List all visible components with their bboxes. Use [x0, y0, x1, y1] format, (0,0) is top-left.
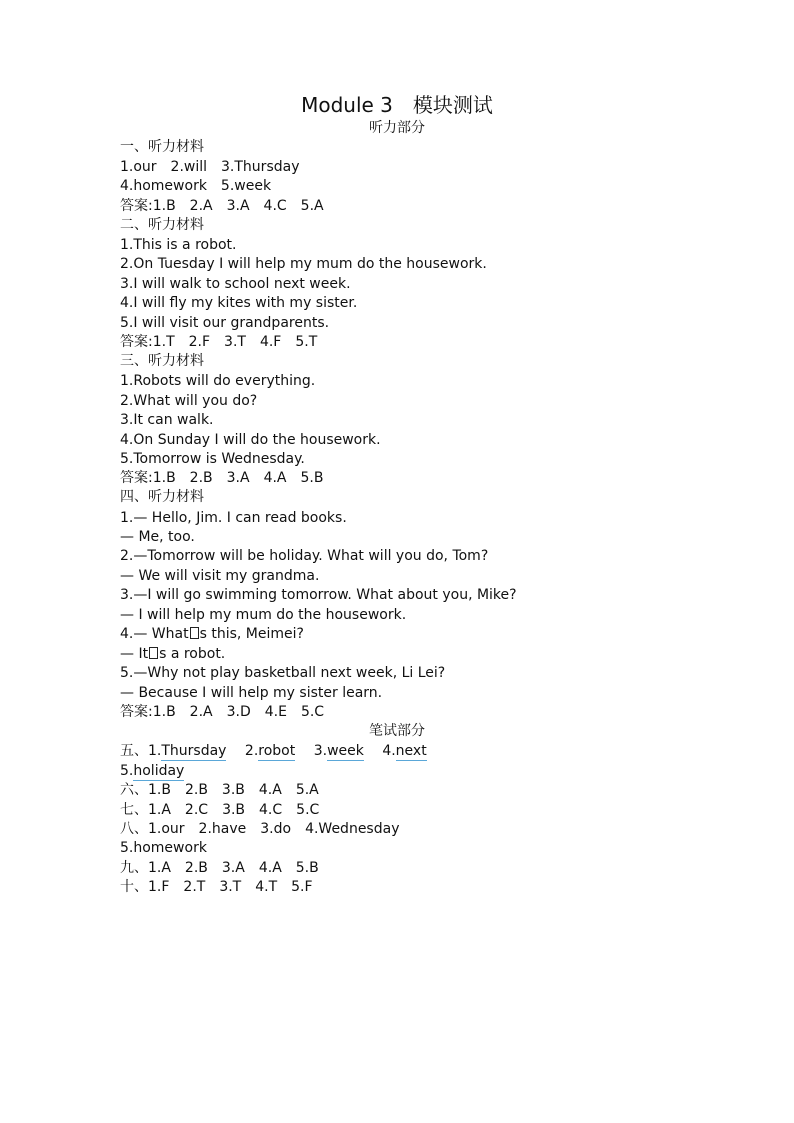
part5-prefix: 五、1. [120, 743, 162, 759]
part4-heading: 四、听力材料 [120, 489, 204, 505]
part4-line-text: s this, Meimei? [199, 626, 304, 642]
part9-answer: 九、1.A 2.B 3.A 4.A 5.B [120, 860, 319, 876]
missing-glyph-box-icon [149, 647, 158, 659]
part4-line: — We will visit my grandma. [120, 568, 320, 584]
part3-line: 1.Robots will do everything. [120, 373, 316, 389]
part3-line: 5.Tomorrow is Wednesday. [120, 451, 305, 467]
part1-heading: 一、听力材料 [120, 139, 204, 155]
part4-line-text: — It [120, 646, 149, 662]
part2-line: 1.This is a robot. [120, 237, 237, 253]
part3-line: 3.It can walk. [120, 412, 214, 428]
part8-answer: 八、1.our 2.have 3.do 4.Wednesday [120, 821, 400, 837]
part4-answer: 答案:1.B 2.A 3.D 4.E 5.C [120, 704, 325, 720]
part4-line: — Because I will help my sister learn. [120, 685, 383, 701]
answer-underlined: holiday [133, 763, 185, 779]
part2-line: 5.I will visit our grandparents. [120, 315, 330, 331]
part3-line: 4.On Sunday I will do the housework. [120, 432, 381, 448]
part4-line: 5.—Why not play basketball next week, Li Lei? [120, 665, 446, 681]
page-title: Module 3 模块测试 [301, 93, 493, 117]
part2-line: 4.I will fly my kites with my sister. [120, 295, 358, 311]
part4-line [120, 645, 225, 663]
answer-underlined: week [327, 743, 364, 759]
part4-line-text: 4.— What [120, 626, 189, 642]
part2-line: 3.I will walk to school next week. [120, 276, 351, 292]
item-number: 3. [313, 743, 328, 759]
item-number: 4. [382, 743, 396, 759]
part3-answer: 答案:1.B 2.B 3.A 4.A 5.B [120, 470, 324, 486]
part1-line: 1.our 2.will 3.Thursday [120, 159, 300, 175]
missing-glyph-box-icon [190, 627, 199, 639]
part4-line-text: s a robot. [159, 646, 226, 662]
answer-underlined: next [395, 743, 427, 759]
part5-line [120, 762, 184, 780]
part7-answer: 七、1.A 2.C 3.B 4.C 5.C [120, 802, 320, 818]
part3-heading: 三、听力材料 [120, 353, 204, 369]
part4-line: 3.—I will go swimming tomorrow. What about you, Mike? [120, 587, 517, 603]
part3-line: 2.What will you do? [120, 393, 258, 409]
item-number: 5. [120, 763, 134, 779]
part2-answer: 答案:1.T 2.F 3.T 4.F 5.T [120, 334, 318, 350]
part5-line [120, 742, 427, 760]
listening-section-heading: 听力部分 [369, 120, 425, 136]
part4-line [120, 625, 304, 643]
answer-underlined: Thursday [161, 743, 227, 759]
part1-line: 4.homework 5.week [120, 178, 272, 194]
part6-answer: 六、1.B 2.B 3.B 4.A 5.A [120, 782, 319, 798]
item-number: 2. [244, 743, 259, 759]
part1-answer: 答案:1.B 2.A 3.A 4.C 5.A [120, 198, 324, 214]
writing-section-heading: 笔试部分 [369, 723, 425, 739]
part4-line: 1.— Hello, Jim. I can read books. [120, 510, 347, 526]
part10-answer: 十、1.F 2.T 3.T 4.T 5.F [120, 879, 313, 895]
part4-line: 2.—Tomorrow will be holiday. What will you do, Tom? [120, 548, 489, 564]
part4-line: — Me, too. [120, 529, 195, 545]
part2-line: 2.On Tuesday I will help my mum do the housework. [120, 256, 487, 272]
part4-line: — I will help my mum do the housework. [120, 607, 407, 623]
part8-answer: 5.homework [120, 840, 207, 856]
answer-underlined: robot [258, 743, 296, 759]
part2-heading: 二、听力材料 [120, 217, 204, 233]
